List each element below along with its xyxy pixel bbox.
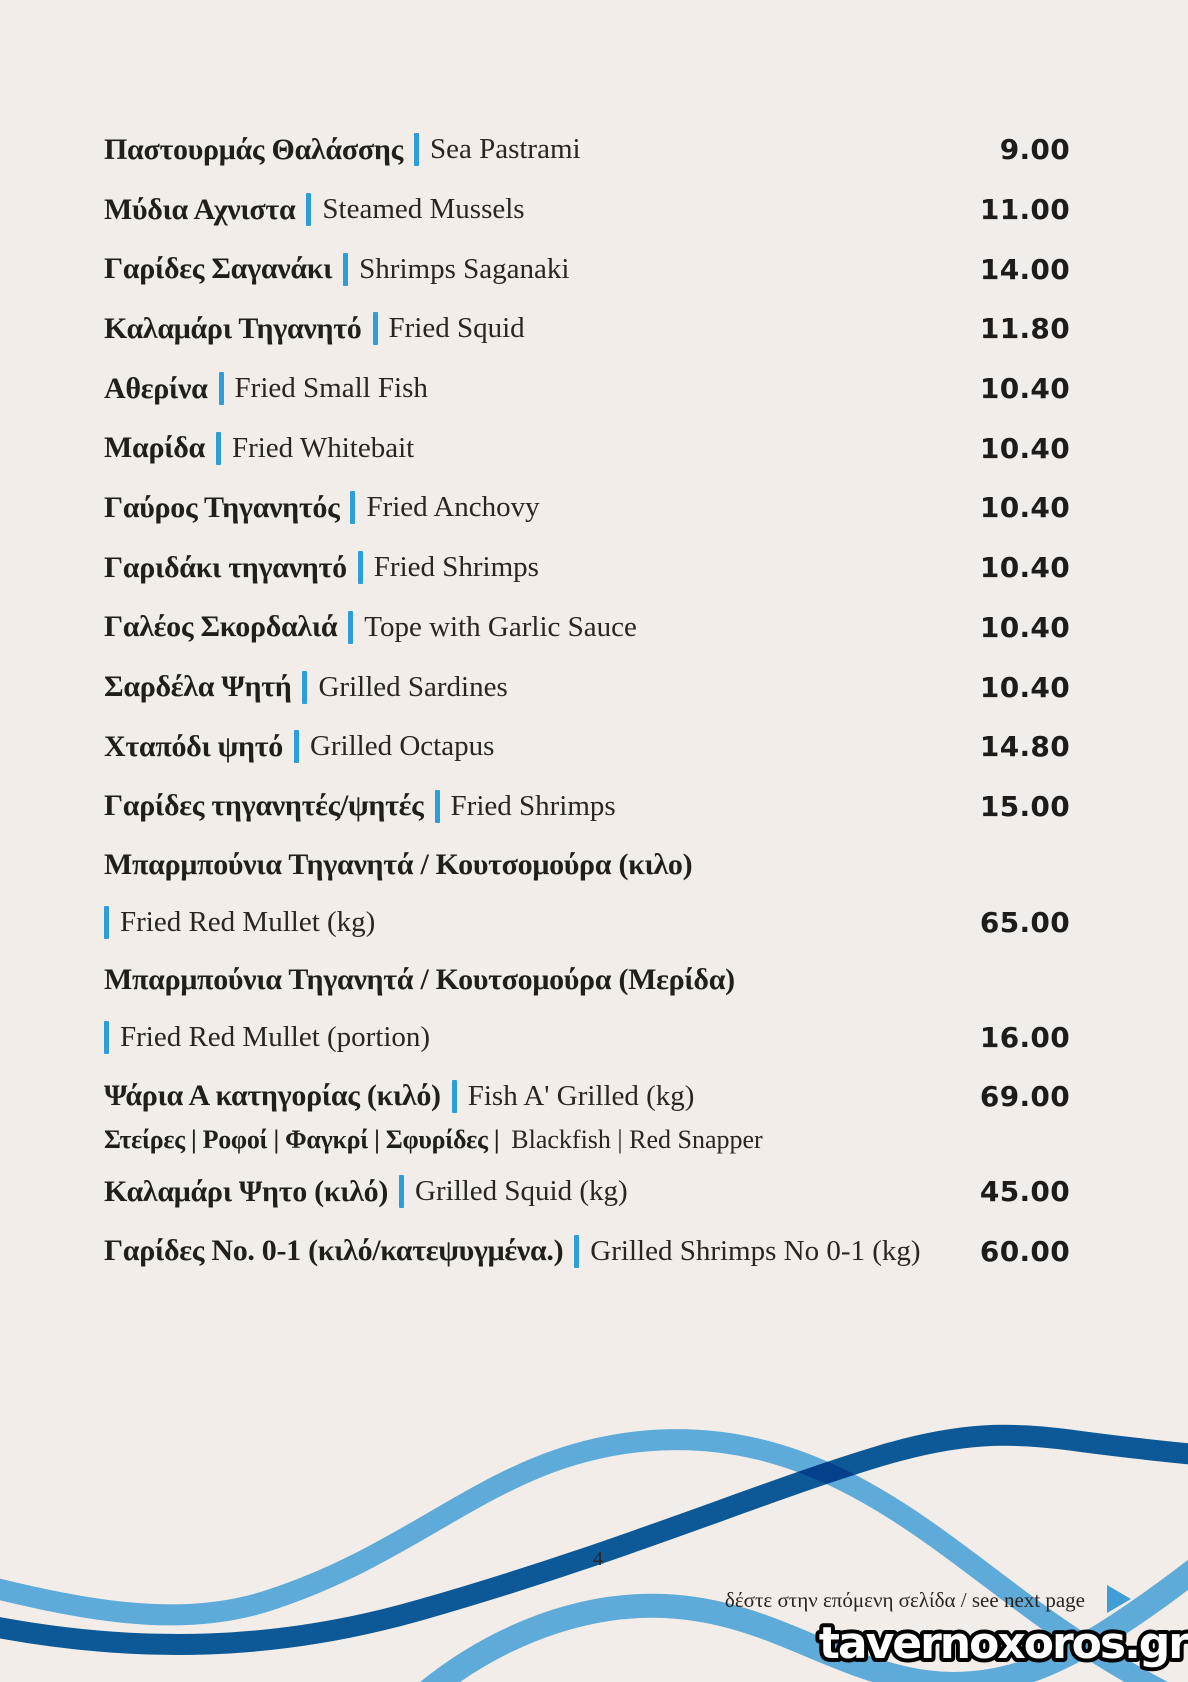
subline-greek: Στείρες | Ροφοί | Φαγκρί | Σφυρίδες |	[104, 1124, 500, 1154]
separator-bar-icon	[399, 1175, 404, 1208]
menu-item-row	[104, 777, 1070, 837]
watermark	[664, 1604, 1188, 1676]
item-name-greek: Παστουρμάς Θαλάσσης	[104, 132, 403, 166]
menu-item-row	[104, 180, 1070, 240]
item-name-english: Fried Small Fish	[234, 372, 428, 405]
item-price: 60.00	[979, 1234, 1070, 1268]
separator-bar-icon	[104, 906, 109, 939]
menu-item-row	[104, 478, 1070, 538]
item-name-english: Fried Shrimps	[450, 789, 616, 822]
page-number: 4	[593, 1548, 603, 1570]
item-name-english: Fried Red Mullet (kg)	[120, 906, 376, 939]
item-price: 9.00	[999, 133, 1070, 167]
item-name-greek: Γαρίδες τηγανητές/ψητές	[104, 789, 424, 823]
separator-bar-icon	[343, 253, 348, 286]
menu-item-row	[104, 299, 1070, 359]
menu-item-subline	[104, 1118, 1070, 1162]
item-name-english: Grilled Shrimps No 0-1 (kg)	[590, 1234, 921, 1267]
item-name-greek: Γαριδάκι τηγανητό	[104, 550, 347, 584]
item-name-greek: Μαρίδα	[104, 431, 205, 465]
menu-list	[104, 120, 1070, 1281]
item-name-english: Tope with Garlic Sauce	[364, 610, 637, 643]
separator-bar-icon	[452, 1080, 457, 1113]
item-price: 45.00	[979, 1175, 1070, 1209]
menu-item-row	[104, 717, 1070, 777]
menu-item-row	[104, 836, 1070, 894]
menu-item-row	[104, 1162, 1070, 1222]
separator-bar-icon	[373, 312, 378, 345]
menu-item-row	[104, 951, 1070, 1009]
item-name-greek: Μπαρμπούνια Τηγανητά / Κουτσομούρα (Μερίδα)	[104, 963, 735, 997]
separator-bar-icon	[294, 730, 299, 763]
item-name-english: Fish A' Grilled (kg)	[467, 1079, 695, 1112]
item-name-english: Steamed Mussels	[322, 193, 525, 226]
item-name-greek: Καλαμάρι Ψητο (κιλό)	[104, 1174, 389, 1208]
item-name-greek: Ψάρια Α κατηγορίας (κιλό)	[104, 1079, 441, 1113]
menu-item-row	[104, 359, 1070, 419]
watermark-text: tavernoxoros.gr	[818, 1618, 1188, 1669]
item-price: 69.00	[979, 1079, 1070, 1113]
item-name-english: Fried Whitebait	[231, 431, 415, 464]
item-price: 15.00	[979, 789, 1070, 823]
item-price: 14.00	[979, 252, 1070, 286]
item-name-greek: Χταπόδι ψητό	[104, 729, 283, 763]
separator-bar-icon	[435, 790, 440, 823]
item-name-greek: Γαρίδες Νο. 0-1 (κιλό/κατεψυγμένα.)	[104, 1234, 564, 1268]
item-name-english: Fried Shrimps	[373, 551, 539, 584]
menu-item-row	[104, 598, 1070, 658]
separator-bar-icon	[574, 1235, 579, 1268]
item-price: 65.00	[979, 906, 1070, 940]
item-price: 10.40	[979, 372, 1070, 406]
item-price: 10.40	[979, 670, 1070, 704]
item-name-greek: Αθερίνα	[104, 371, 208, 405]
item-price: 14.80	[979, 730, 1070, 764]
item-name-english: Grilled Sardines	[318, 670, 508, 703]
item-price: 10.40	[979, 610, 1070, 644]
separator-bar-icon	[216, 432, 221, 465]
menu-item-row	[104, 418, 1070, 478]
menu-item-row	[104, 1009, 1070, 1066]
item-price: 10.40	[979, 431, 1070, 465]
menu-item-row	[104, 239, 1070, 299]
item-name-greek: Γαύρος Τηγανητός	[104, 490, 340, 524]
item-name-english: Grilled Squid (kg)	[415, 1175, 628, 1208]
item-price: 10.40	[979, 491, 1070, 525]
item-price: 11.00	[979, 193, 1070, 227]
separator-bar-icon	[350, 491, 355, 524]
item-price: 16.00	[979, 1021, 1070, 1055]
item-name-english: Fried Squid	[388, 312, 525, 345]
separator-bar-icon	[306, 193, 311, 226]
item-name-greek: Γαλέος Σκορδαλιά	[104, 610, 338, 644]
menu-item-row	[104, 120, 1070, 180]
next-page-note: δέστε στην επόμενη σελίδα / see next page	[724, 1588, 1085, 1612]
item-name-greek: Μύδια Αχνιστα	[104, 192, 296, 226]
item-name-greek: Γαρίδες Σαγανάκι	[104, 252, 333, 286]
item-name-greek: Σαρδέλα Ψητή	[104, 670, 292, 704]
menu-item-row	[104, 894, 1070, 951]
item-name-english: Fried Red Mullet (portion)	[120, 1021, 431, 1054]
item-price: 11.80	[979, 312, 1070, 346]
subline-english: Blackfish | Red Snapper	[511, 1124, 763, 1154]
item-name-greek: Καλαμάρι Τηγανητό	[104, 311, 362, 345]
item-name-english: Fried Anchovy	[366, 491, 540, 524]
menu-item-row	[104, 657, 1070, 717]
separator-bar-icon	[358, 551, 363, 584]
menu-item-row	[104, 538, 1070, 598]
item-price: 10.40	[979, 551, 1070, 585]
separator-bar-icon	[219, 372, 224, 405]
item-name-english: Grilled Octapus	[309, 730, 495, 763]
separator-bar-icon	[104, 1021, 109, 1054]
separator-bar-icon	[348, 611, 353, 644]
item-name-english: Sea Pastrami	[429, 133, 581, 166]
separator-bar-icon	[414, 133, 419, 166]
item-name-english: Shrimps Saganaki	[359, 252, 570, 285]
separator-bar-icon	[302, 671, 307, 704]
menu-item-row	[104, 1222, 1070, 1282]
item-name-greek: Μπαρμπούνια Τηγανητά / Κουτσομούρα (κιλο)	[104, 848, 693, 882]
